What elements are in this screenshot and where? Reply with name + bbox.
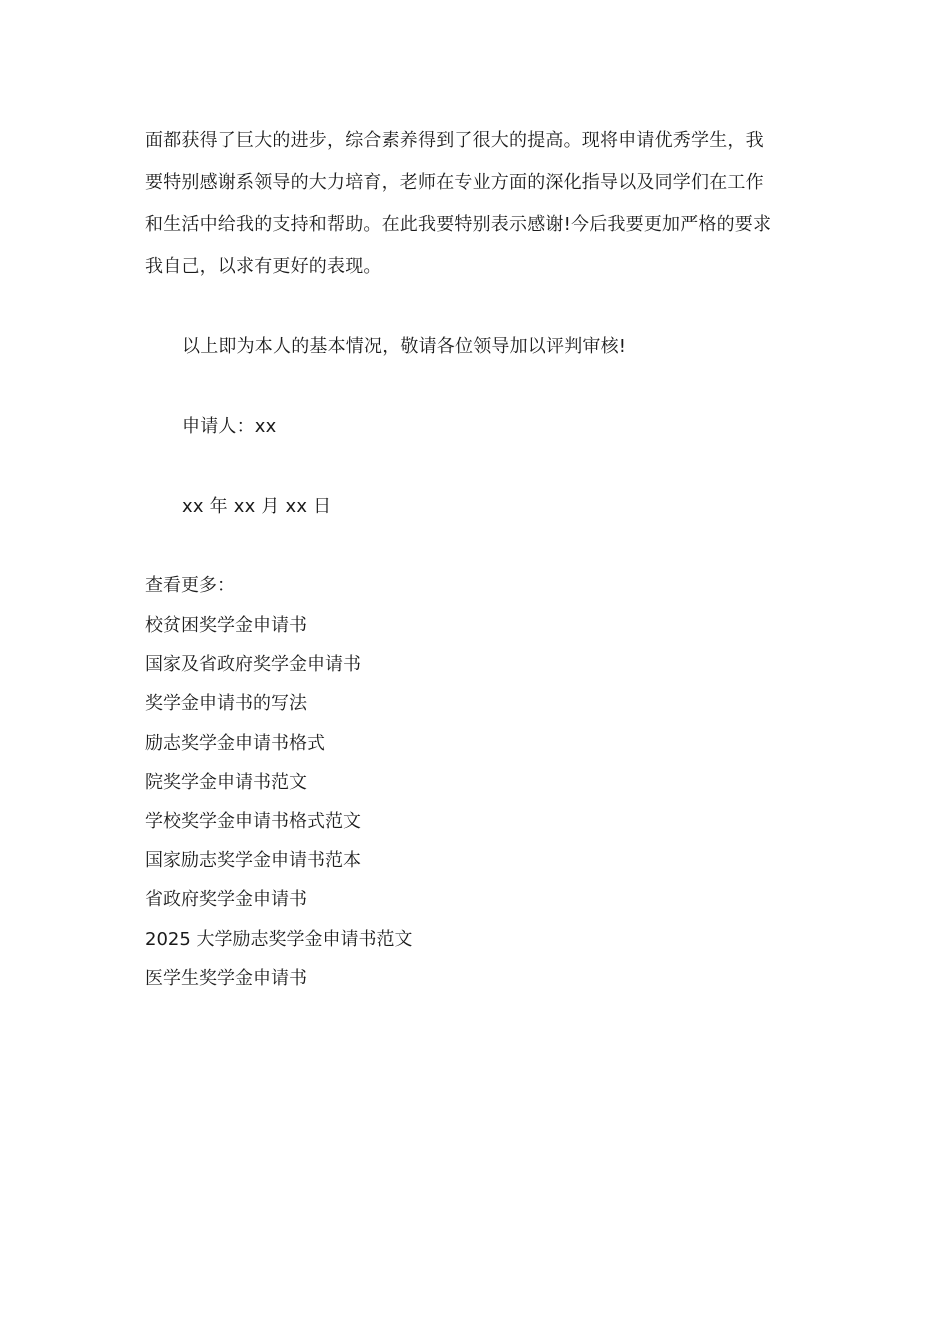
body-paragraph [145,120,815,288]
applicant-signature: 申请人：xx [182,416,277,437]
document-content [145,120,815,998]
application-date: xx 年 xx 月 xx 日 [182,496,332,517]
see-more-heading: 查看更多： [145,575,235,596]
paragraph-gap [145,448,815,486]
see-more-link[interactable]: 励志奖学金申请书格式 [145,732,325,754]
closing-statement: 以上即为本人的基本情况，敬请各位领导加以评判审核! [182,336,627,357]
see-more-link[interactable]: 省政府奖学金申请书 [145,889,307,911]
paragraph-line: 我自己，以求有更好的表现。 [145,256,382,277]
see-more-link[interactable]: 国家及省政府奖学金申请书 [145,654,361,676]
see-more-link[interactable]: 院奖学金申请书范文 [145,771,307,793]
paragraph-line: 和生活中给我的支持和帮助。在此我要特别表示感谢!今后我要更加严格的要求 [145,214,772,235]
paragraph-gap [145,288,815,326]
see-more-link[interactable]: 医学生奖学金申请书 [145,967,307,989]
see-more-link[interactable]: 学校奖学金申请书格式范文 [145,810,361,832]
paragraph-gap [145,368,815,406]
see-more-list [145,606,815,998]
paragraph-line: 要特别感谢系领导的大力培育，老师在专业方面的深化指导以及同学们在工作 [145,172,764,193]
see-more-link[interactable]: 国家励志奖学金申请书范本 [145,850,361,872]
see-more-link[interactable]: 2025 大学励志奖学金申请书范文 [145,928,413,950]
paragraph-line: 面都获得了巨大的进步，综合素养得到了很大的提高。现将申请优秀学生，我 [145,130,764,151]
see-more-link[interactable]: 校贫困奖学金申请书 [145,615,307,636]
see-more-link[interactable]: 奖学金申请书的写法 [145,693,307,715]
